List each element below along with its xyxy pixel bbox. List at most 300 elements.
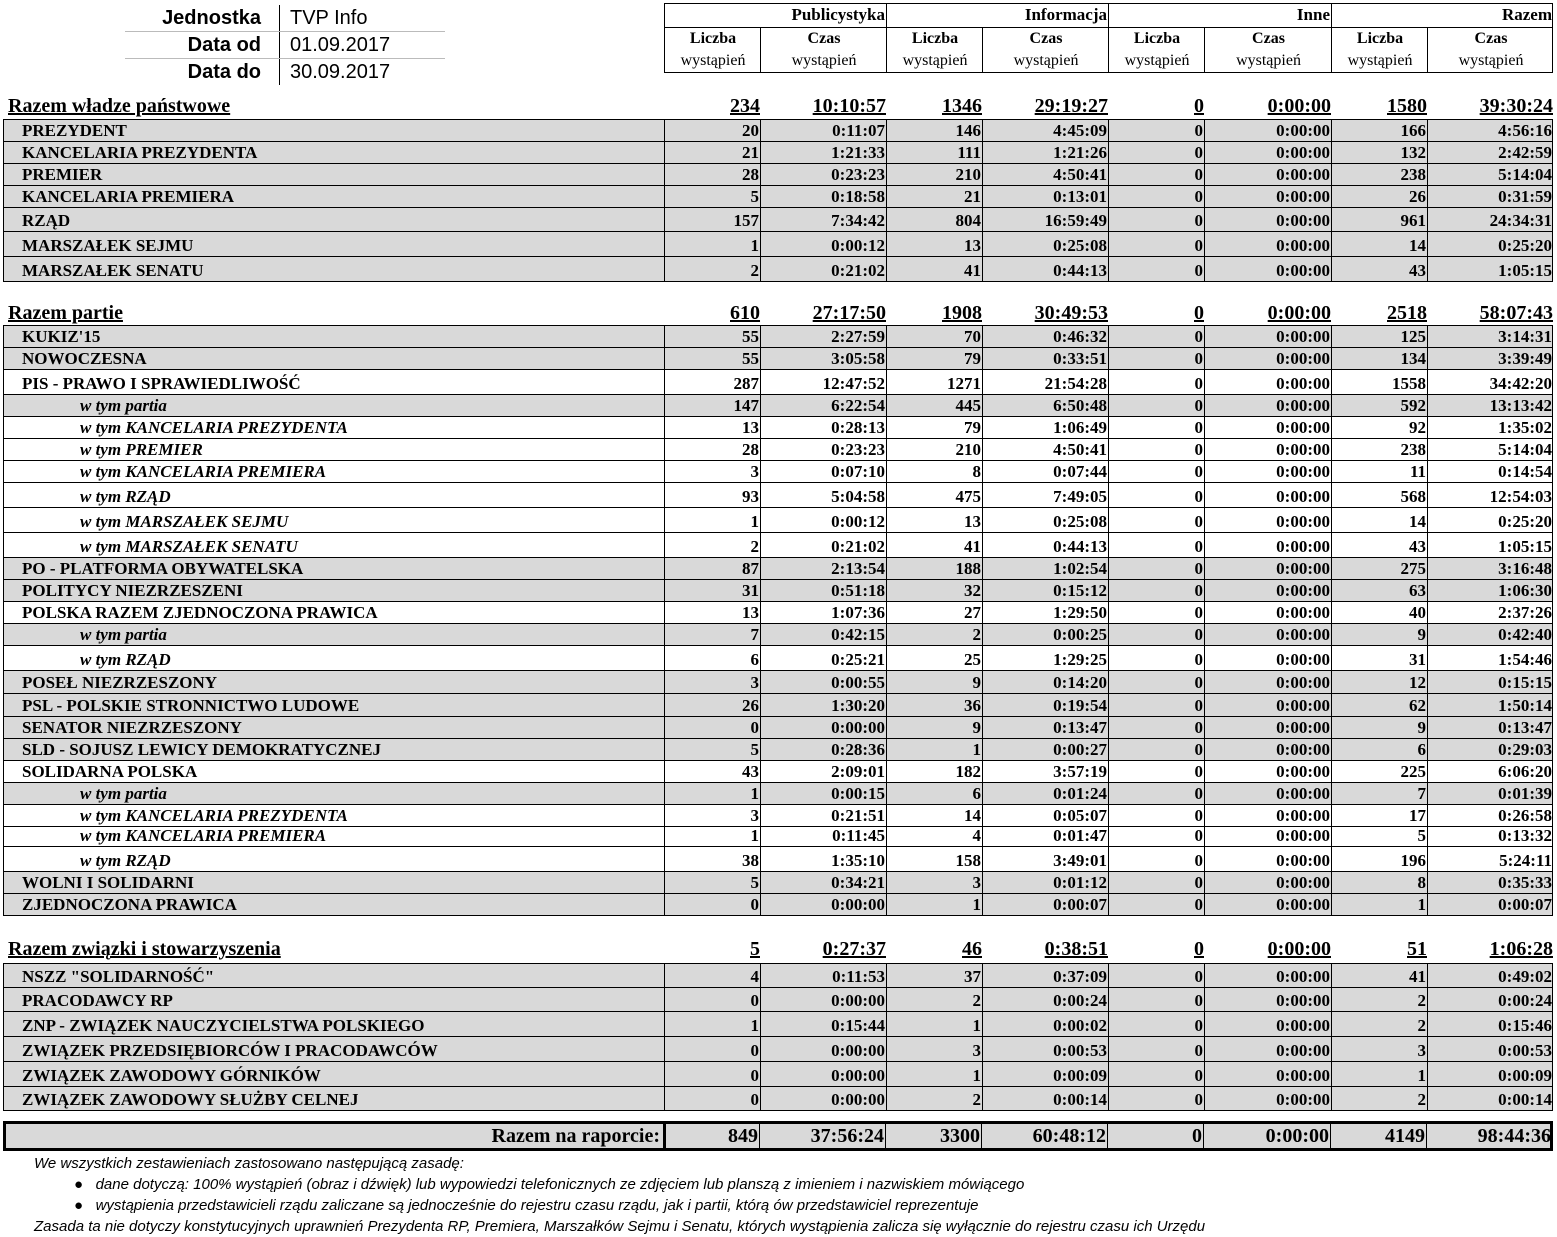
column-divider	[1108, 439, 1109, 460]
section-total-value: 46	[962, 938, 982, 960]
column-divider	[1331, 624, 1332, 645]
column-divider	[1331, 646, 1332, 670]
column-divider	[664, 827, 665, 846]
row-value: 1	[750, 1016, 759, 1035]
column-divider	[1427, 326, 1428, 347]
column-divider	[1204, 694, 1205, 716]
row-value: 1	[972, 895, 981, 914]
column-divider	[1427, 348, 1428, 369]
column-divider	[982, 348, 983, 369]
column-divider	[886, 739, 887, 760]
column-divider	[886, 395, 887, 416]
column-divider	[664, 232, 665, 256]
row-value: 28	[742, 165, 759, 184]
header-sub-bottom: wystąpień	[902, 52, 968, 69]
column-divider	[1203, 1124, 1204, 1148]
row-value: 0:00:12	[831, 236, 885, 255]
column-divider	[1204, 461, 1205, 482]
column-divider	[760, 395, 761, 416]
column-divider	[1331, 395, 1332, 416]
row-value: 1558	[1392, 374, 1426, 393]
row-value: 0:00:00	[1276, 895, 1330, 914]
row-value: 0:00:00	[1276, 696, 1330, 715]
column-divider	[1331, 827, 1332, 846]
column-divider	[760, 348, 761, 369]
column-divider	[1427, 439, 1428, 460]
row-value: 0:01:24	[1053, 784, 1107, 803]
row-value: 188	[955, 559, 981, 578]
table-row	[3, 395, 1553, 417]
row-label: w tym KANCELARIA PREMIERA	[80, 462, 327, 481]
column-divider	[1330, 1124, 1331, 1148]
column-divider	[1427, 370, 1428, 394]
row-value: 147	[733, 396, 759, 415]
section-total-value: 30:49:53	[1034, 302, 1108, 324]
column-divider	[760, 694, 761, 716]
row-value: 0	[1194, 826, 1203, 845]
column-divider	[1331, 558, 1332, 579]
row-value: 2	[750, 261, 759, 280]
meta-label: Jednostka	[162, 7, 261, 29]
table-row	[3, 761, 1553, 783]
row-value: 31	[742, 581, 759, 600]
column-divider	[1331, 1087, 1332, 1110]
row-value: 32	[964, 581, 981, 600]
row-value: 0	[1194, 967, 1203, 986]
row-value: 0:00:00	[1276, 1090, 1330, 1109]
column-divider	[1204, 1087, 1205, 1110]
row-value: 7	[1417, 784, 1426, 803]
row-value: 0:28:13	[831, 418, 885, 437]
header-vline	[1204, 28, 1205, 72]
column-divider	[760, 370, 761, 394]
row-value: 0:00:24	[1498, 991, 1552, 1010]
column-divider	[1427, 671, 1428, 693]
row-value: 132	[1400, 143, 1426, 162]
row-value: 0	[1194, 559, 1203, 578]
row-value: 0	[1194, 673, 1203, 692]
column-divider	[760, 142, 761, 163]
column-header	[664, 3, 1553, 73]
row-value: 0	[750, 895, 759, 914]
column-divider	[1108, 558, 1109, 579]
table-row	[3, 580, 1553, 602]
column-divider	[1427, 739, 1428, 760]
row-value: 2	[972, 991, 981, 1010]
row-value: 0:00:00	[1276, 512, 1330, 531]
column-divider	[886, 483, 887, 507]
row-value: 0:51:18	[831, 581, 885, 600]
row-value: 0:28:36	[831, 740, 885, 759]
row-value: 43	[742, 762, 759, 781]
table-row	[3, 872, 1553, 894]
column-divider	[1108, 142, 1109, 163]
row-value: 0:00:00	[1276, 418, 1330, 437]
row-value: 2	[750, 537, 759, 556]
column-divider	[664, 894, 665, 915]
row-value: 0	[1194, 895, 1203, 914]
column-divider	[1204, 894, 1205, 915]
column-divider	[886, 761, 887, 782]
table-row	[3, 1012, 1553, 1037]
table-row	[3, 602, 1553, 624]
column-divider	[1204, 717, 1205, 738]
header-sub-bottom: wystąpień	[1236, 52, 1301, 69]
row-value: 0	[1194, 762, 1203, 781]
section-total-value: 234	[730, 95, 760, 117]
column-divider	[760, 783, 761, 804]
table-row	[3, 439, 1553, 461]
row-value: 8	[1417, 873, 1426, 892]
column-divider	[886, 1012, 887, 1036]
row-value: 0:00:00	[1276, 826, 1330, 845]
column-divider	[1204, 533, 1205, 557]
column-divider	[664, 671, 665, 693]
column-divider	[760, 483, 761, 507]
column-divider	[1108, 370, 1109, 394]
row-value: 146	[955, 121, 981, 140]
column-divider	[760, 533, 761, 557]
meta-value: 01.09.2017	[279, 32, 445, 58]
column-divider	[1331, 894, 1332, 915]
row-value: 11	[1409, 462, 1426, 481]
row-value: 0	[1194, 873, 1203, 892]
row-label: POSEŁ NIEZRZESZONY	[22, 673, 218, 692]
column-divider	[1108, 602, 1109, 623]
row-value: 4:56:16	[1498, 121, 1552, 140]
column-divider	[982, 847, 983, 871]
table-row	[3, 142, 1553, 164]
column-divider	[664, 461, 665, 482]
column-divider	[759, 1124, 760, 1148]
column-divider	[982, 872, 983, 893]
report-total-value: 849	[728, 1124, 758, 1147]
row-value: 0	[1194, 806, 1203, 825]
column-divider	[1427, 164, 1428, 185]
column-divider	[982, 120, 983, 141]
table-row	[3, 717, 1553, 739]
row-value: 6:50:48	[1053, 396, 1107, 415]
row-value: 5	[750, 873, 759, 892]
row-label: w tym RZĄD	[80, 650, 171, 669]
row-value: 5	[750, 740, 759, 759]
row-value: 0	[750, 991, 759, 1010]
row-value: 0:19:54	[1053, 696, 1107, 715]
section-title: Razem partie	[8, 302, 123, 324]
row-value: 2	[1417, 1090, 1426, 1109]
column-divider	[1204, 739, 1205, 760]
row-value: 63	[1409, 581, 1426, 600]
row-value: 13	[964, 236, 981, 255]
column-divider	[1204, 417, 1205, 438]
row-label: w tym partia	[80, 784, 167, 803]
row-label: KANCELARIA PREZYDENTA	[22, 143, 258, 162]
section-total-value: 51	[1407, 938, 1427, 960]
column-divider	[1427, 827, 1428, 846]
header-sub-top: Czas	[1474, 30, 1508, 47]
row-value: 0:13:32	[1498, 826, 1552, 845]
header-vline	[1108, 4, 1109, 72]
row-value: 21:54:28	[1044, 374, 1107, 393]
section-total-value: 10:10:57	[812, 95, 886, 117]
column-divider	[664, 761, 665, 782]
column-divider	[1204, 805, 1205, 826]
row-value: 0	[1194, 512, 1203, 531]
column-divider	[1108, 164, 1109, 185]
column-divider	[1108, 988, 1109, 1011]
row-value: 0:00:00	[1276, 187, 1330, 206]
row-value: 111	[957, 143, 981, 162]
row-value: 0:13:01	[1053, 187, 1107, 206]
row-value: 238	[1400, 440, 1426, 459]
row-value: 7	[750, 625, 759, 644]
notes-bullet-text: dane dotyczą: 100% wystąpień (obraz i dźwięk) lub wypowiedzi telefonicznych ze zdjęciem lub planszą z imieniem i nazwiskiem mówiącego	[95, 1176, 1025, 1193]
column-divider	[1204, 872, 1205, 893]
notes-bullet: ● dane dotyczą: 100% wystąpień (obraz i dźwięk) lub wypowiedzi telefonicznych ze zdjęciem lub planszą z imieniem i nazwiskiem mówiącego	[74, 1176, 1025, 1193]
column-divider	[1427, 257, 1428, 281]
column-divider	[1331, 461, 1332, 482]
section-total-value: 0	[1194, 938, 1204, 960]
column-divider	[664, 326, 665, 347]
row-label: w tym partia	[80, 625, 167, 644]
row-value: 5:24:11	[1499, 851, 1552, 870]
row-value: 0	[1194, 718, 1203, 737]
row-value: 0:23:23	[831, 165, 885, 184]
row-label: PRACODAWCY RP	[22, 991, 173, 1010]
row-value: 62	[1409, 696, 1426, 715]
row-value: 2	[972, 1090, 981, 1109]
table-row	[3, 232, 1553, 257]
table-row	[3, 827, 1553, 847]
column-divider	[1204, 483, 1205, 507]
row-value: 0:00:00	[1276, 1041, 1330, 1060]
section-total-value: 1346	[942, 95, 982, 117]
row-value: 1	[750, 784, 759, 803]
row-label: ZWIĄZEK PRZEDSIĘBIORCÓW I PRACODAWCÓW	[22, 1041, 438, 1060]
section-total-value: 610	[730, 302, 760, 324]
table-row	[3, 483, 1553, 508]
column-divider	[1204, 348, 1205, 369]
row-value: 7:34:42	[831, 211, 885, 230]
header-sub-bottom: wystąpień	[1458, 52, 1524, 69]
column-divider	[1331, 1037, 1332, 1061]
row-value: 0:21:02	[831, 537, 885, 556]
row-value: 1:05:15	[1498, 537, 1552, 556]
row-value: 0:00:00	[831, 991, 885, 1010]
row-value: 3	[972, 873, 981, 892]
column-divider	[1331, 208, 1332, 231]
row-value: 27	[964, 603, 981, 622]
row-value: 1:05:15	[1498, 261, 1552, 280]
table-row	[3, 988, 1553, 1012]
header-sub-top: Czas	[807, 30, 841, 47]
row-value: 3	[1417, 1041, 1426, 1060]
column-divider	[1427, 461, 1428, 482]
column-divider	[664, 1012, 665, 1036]
column-divider	[1108, 508, 1109, 532]
column-divider	[1108, 1087, 1109, 1110]
row-value: 0:00:00	[1276, 211, 1330, 230]
row-label: MARSZAŁEK SEJMU	[22, 236, 194, 255]
row-value: 0:15:46	[1498, 1016, 1552, 1035]
table-row	[3, 963, 1553, 988]
report-total-value: 0	[1192, 1124, 1202, 1147]
column-divider	[1331, 783, 1332, 804]
column-divider	[1331, 120, 1332, 141]
column-divider	[760, 186, 761, 207]
header-sub-bottom: wystąpień	[680, 52, 746, 69]
row-value: 5:14:04	[1498, 165, 1552, 184]
row-label: PREZYDENT	[22, 121, 127, 140]
notes-bullet-text: wystąpienia przedstawicieli rządu zaliczane są jednocześnie do rejestru czasu rządu, jak i partii, którą ów przedstawiciel reprezentuje	[95, 1197, 979, 1214]
column-divider	[1108, 847, 1109, 871]
row-label: w tym RZĄD	[80, 487, 171, 506]
row-value: 0:11:45	[832, 826, 885, 845]
column-divider	[1108, 872, 1109, 893]
row-value: 0:25:20	[1498, 236, 1552, 255]
header-group-4: Razem	[1501, 5, 1552, 24]
column-divider	[982, 964, 983, 987]
row-value: 0	[1194, 537, 1203, 556]
row-value: 0	[1194, 187, 1203, 206]
row-value: 0:00:00	[1276, 236, 1330, 255]
table-row	[3, 257, 1553, 282]
row-value: 2	[972, 625, 981, 644]
row-value: 0	[1194, 851, 1203, 870]
row-value: 14	[1409, 236, 1426, 255]
column-divider	[886, 1037, 887, 1061]
meta-label: Data do	[187, 61, 261, 83]
column-divider	[1426, 1124, 1427, 1148]
section-total-value: 1580	[1387, 95, 1427, 117]
notes-bullet: ● wystąpienia przedstawicieli rządu zaliczane są jednocześnie do rejestru czasu rządu, jak i partii, którą ów przedstawiciel reprezentuje	[74, 1197, 979, 1214]
column-divider	[1204, 326, 1205, 347]
row-label: w tym MARSZAŁEK SENATU	[80, 537, 298, 556]
column-divider	[1204, 988, 1205, 1011]
row-value: 0:49:02	[1498, 967, 1552, 986]
column-divider	[760, 232, 761, 256]
row-value: 0:00:24	[1053, 991, 1107, 1010]
row-value: 1	[972, 1016, 981, 1035]
column-divider	[664, 964, 665, 987]
row-value: 55	[742, 327, 759, 346]
header-group-3: Inne	[1296, 5, 1330, 24]
row-value: 568	[1400, 487, 1426, 506]
column-divider	[664, 847, 665, 871]
row-value: 0:00:07	[1053, 895, 1107, 914]
column-divider	[1331, 739, 1332, 760]
row-value: 0:44:13	[1053, 261, 1107, 280]
column-divider	[886, 580, 887, 601]
row-value: 12:47:52	[822, 374, 885, 393]
row-value: 592	[1400, 396, 1426, 415]
column-divider	[1204, 602, 1205, 623]
report-total-value: 98:44:36	[1477, 1124, 1551, 1147]
row-value: 0	[1194, 696, 1203, 715]
column-divider	[664, 646, 665, 670]
row-value: 210	[955, 440, 981, 459]
column-divider	[1108, 461, 1109, 482]
row-value: 41	[964, 537, 981, 556]
row-value: 0:00:00	[1276, 559, 1330, 578]
report-total-value: 3300	[940, 1124, 980, 1147]
meta-label: Data od	[187, 34, 261, 56]
column-divider	[982, 439, 983, 460]
meta-block	[125, 5, 445, 87]
row-value: 9	[972, 673, 981, 692]
column-divider	[664, 417, 665, 438]
row-value: 0:00:00	[1276, 374, 1330, 393]
column-divider	[1427, 483, 1428, 507]
row-value: 9	[972, 718, 981, 737]
column-divider	[1204, 964, 1205, 987]
column-divider	[1108, 761, 1109, 782]
section-total-value: 1908	[942, 302, 982, 324]
row-label: PO - PLATFORMA OBYWATELSKA	[22, 559, 304, 578]
row-value: 0:00:00	[1276, 396, 1330, 415]
row-value: 31	[1409, 650, 1426, 669]
row-value: 4:45:09	[1053, 121, 1107, 140]
column-divider	[1108, 783, 1109, 804]
section-total-value: 39:30:24	[1479, 95, 1553, 117]
row-value: 0:21:51	[831, 806, 885, 825]
row-value: 196	[1400, 851, 1426, 870]
table-row	[3, 348, 1553, 370]
table-row	[3, 783, 1553, 805]
row-value: 0:15:15	[1498, 673, 1552, 692]
row-value: 43	[1409, 261, 1426, 280]
column-divider	[1427, 805, 1428, 826]
row-value: 0:25:21	[831, 650, 885, 669]
column-divider	[1427, 395, 1428, 416]
row-label: w tym RZĄD	[80, 851, 171, 870]
column-divider	[1108, 417, 1109, 438]
row-value: 238	[1400, 165, 1426, 184]
column-divider	[886, 142, 887, 163]
column-divider	[886, 348, 887, 369]
table-row	[3, 694, 1553, 717]
row-value: 0	[750, 1090, 759, 1109]
column-divider	[982, 1037, 983, 1061]
column-divider	[1108, 739, 1109, 760]
row-value: 1:21:33	[831, 143, 885, 162]
column-divider	[982, 717, 983, 738]
row-value: 2	[1417, 1016, 1426, 1035]
section-total-value: 2518	[1387, 302, 1427, 324]
table-row	[3, 1087, 1553, 1111]
column-divider	[1427, 717, 1428, 738]
row-value: 0:00:00	[1276, 873, 1330, 892]
column-divider	[664, 872, 665, 893]
section-header	[8, 935, 1553, 961]
row-value: 158	[955, 851, 981, 870]
row-value: 0:35:33	[1498, 873, 1552, 892]
column-divider	[760, 164, 761, 185]
column-divider	[1331, 417, 1332, 438]
row-value: 0:00:00	[1276, 967, 1330, 986]
column-divider	[1427, 208, 1428, 231]
column-divider	[1331, 439, 1332, 460]
row-value: 0:25:08	[1053, 512, 1107, 531]
row-value: 0	[1194, 143, 1203, 162]
row-value: 0:00:00	[1276, 673, 1330, 692]
row-value: 6	[1417, 740, 1426, 759]
row-value: 0	[1194, 396, 1203, 415]
section-total-value: 0:27:37	[822, 938, 886, 960]
column-divider	[1331, 1062, 1332, 1086]
table-row	[3, 417, 1553, 439]
column-divider	[1108, 964, 1109, 987]
